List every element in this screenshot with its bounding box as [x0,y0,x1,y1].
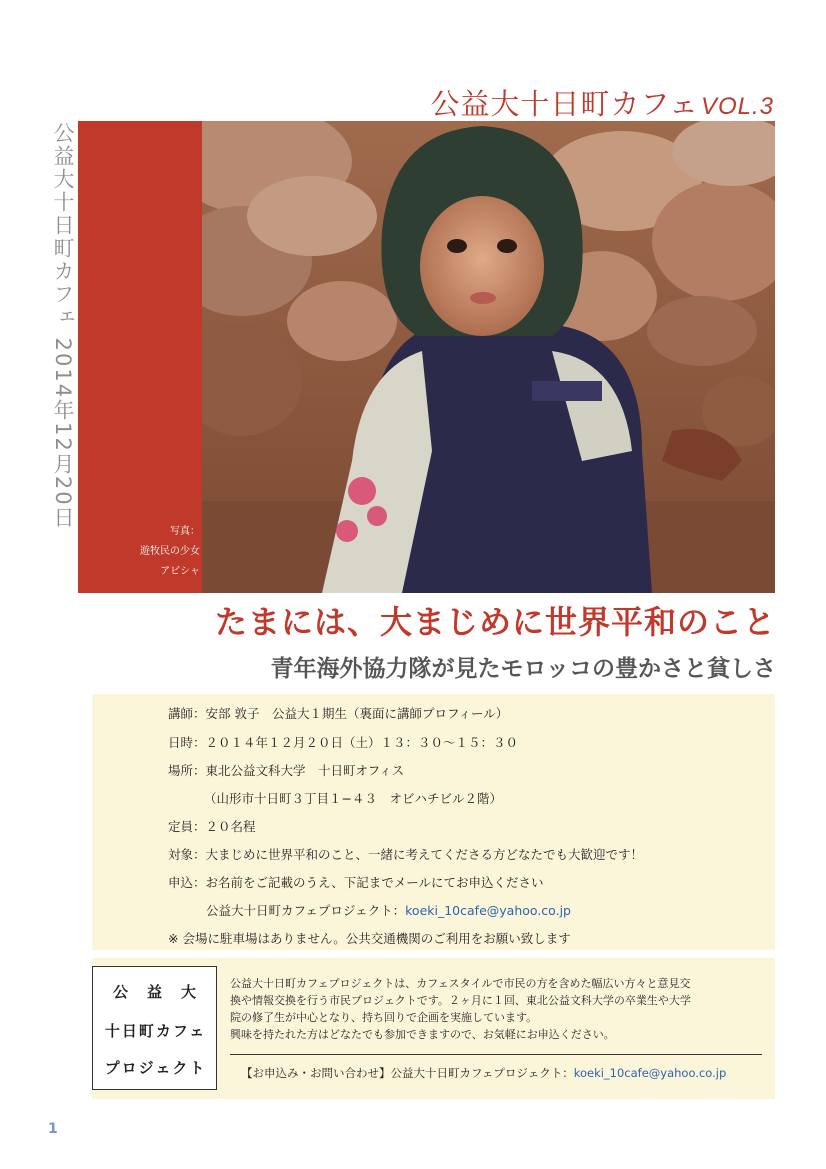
apply-email-link[interactable]: koeki_10cafe@yahoo.co.jp [405,903,571,918]
contact-label: 【お申込み・お問い合わせ】公益大十日町カフェプロジェクト： [241,1066,574,1080]
caption-line: 写真： [170,526,200,537]
address-line: （山形市十日町３丁目１−４３ オビハチビル２階） [204,791,502,806]
photo-illustration [202,121,775,593]
parking-note: ※ 会場に駐車場はありません。公共交通機関のご利用をお願い致します [168,931,571,946]
logo-line: 公 益 大 [112,983,198,1001]
contact-line [241,1065,726,1081]
project-description [230,975,770,1043]
sub-headline: 青年海外協力隊が見たモロッコの豊かさと貧しさ [270,656,776,682]
page-number: 1 [48,1121,58,1137]
flyer-title-text: 公益大十日町カフェ [430,87,699,121]
datetime-line: 日時：２０１４年１２月２０日（土）１３：３０〜１５：３０ [168,735,519,750]
audience-line: 対象：大まじめに世界平和のこと、一緒に考えてくださる方どなたでも大歓迎です！ [168,847,644,862]
project-logo [92,966,217,1090]
capacity-line: 定員：２０名程 [168,819,256,834]
contact-email-link[interactable]: koeki_10cafe@yahoo.co.jp [573,1066,727,1080]
divider-line [230,1054,762,1055]
description-line: 換や情報交換を行う市民プロジェクトです。２ヶ月に１回、東北公益文科大学の卒業生や大学 [230,994,691,1007]
venue-line: 場所：東北公益文科大学 十日町オフィス [168,763,405,778]
vertical-event-label: 公益大十日町カフェ 2014年12月20日 [51,122,75,530]
caption-line: アビシャ [160,566,200,577]
photo-caption [100,522,200,582]
flyer-title [430,82,774,123]
apply-contact-line [206,901,571,919]
description-line: 院の修了生が中心となり、持ち回りで企画を実施しています。 [230,1011,538,1024]
main-headline: たまには、大まじめに世界平和のこと [214,603,776,641]
lecturer-line: 講師：安部 敦子 公益大１期生（裏面に講師プロフィール） [168,706,509,721]
caption-line: 遊牧民の少女 [140,546,200,557]
logo-line: プロジェクト [104,1059,207,1077]
description-line: 公益大十日町カフェプロジェクトは、カフェスタイルで市民の方を含めた幅広い方々と意見交 [230,977,691,990]
apply-line: 申込：お名前をご記載のうえ、下記までメールにてお申込ください [168,875,544,890]
logo-line: 十日町カフェ [104,1022,207,1040]
apply-contact-label: 公益大十日町カフェプロジェクト： [206,903,406,918]
child-photo [202,121,775,593]
description-line: 興味を持たれた方はどなたでも参加できますので、お気軽にお申込ください。 [230,1028,615,1041]
volume-label: VOL.3 [700,93,774,120]
